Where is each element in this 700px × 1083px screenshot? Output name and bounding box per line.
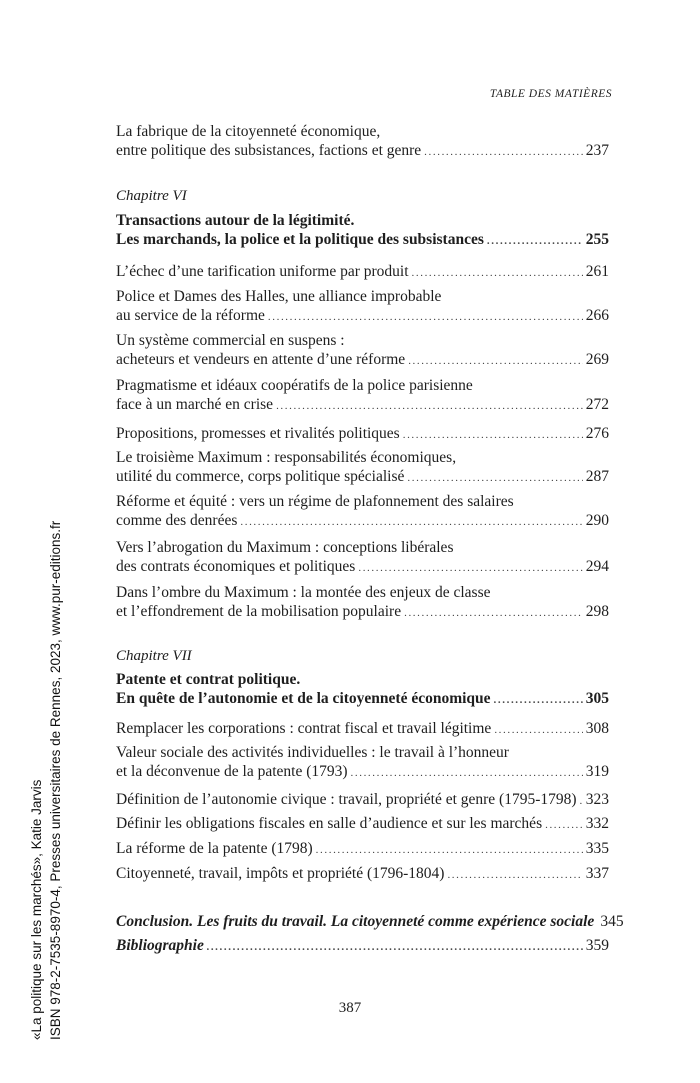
- entry-text-line1: Police et Dames des Halles, une alliance improbable: [116, 288, 442, 305]
- chapter-title-line2: Les marchands, la police et la politique des subsistances: [116, 231, 484, 248]
- entry-text-line1: Dans l’ombre du Maximum : la montée des enjeux de classe: [116, 584, 491, 601]
- dot-leader: [424, 143, 583, 162]
- dot-leader: [276, 397, 583, 416]
- entry-page-number: 272: [585, 396, 609, 413]
- entry-text-line2: entre politique des subsistances, factions et genre: [116, 142, 422, 159]
- toc-entry[interactable]: [116, 331, 609, 371]
- toc-entry[interactable]: [116, 376, 609, 416]
- entry-text-line2: et la déconvenue de la patente (1793): [116, 763, 348, 780]
- entry-page-number: 335: [585, 840, 609, 857]
- dot-leader: [358, 559, 582, 578]
- entry-text: L’échec d’une tarification uniforme par produit: [116, 263, 409, 280]
- entry-page-number: 287: [585, 468, 609, 485]
- toc-entry-bibliographie[interactable]: [116, 936, 609, 957]
- entry-text-line1: Valeur sociale des activités individuelles : le travail à l’honneur: [116, 744, 509, 761]
- toc-entry[interactable]: [116, 287, 609, 327]
- dot-leader: [404, 604, 583, 623]
- toc-entry[interactable]: [116, 424, 609, 445]
- dot-leader: [494, 691, 583, 710]
- entry-text: Définir les obligations fiscales en salle d’audience et sur les marchés: [116, 815, 543, 832]
- entry-text-line1: Le troisième Maximum : responsabilités économiques,: [116, 449, 457, 466]
- entry-page-number: 337: [585, 865, 609, 882]
- toc-entry[interactable]: [116, 814, 609, 835]
- toc-entry[interactable]: [116, 743, 609, 783]
- entry-page-number: 319: [585, 763, 609, 780]
- dot-leader: [403, 426, 583, 445]
- entry-page-number: 294: [585, 558, 609, 575]
- entry-text: Conclusion. Les fruits du travail. La citoyenneté comme expérience sociale: [116, 913, 595, 930]
- entry-page-number: 305: [585, 690, 609, 707]
- toc-entry[interactable]: [116, 790, 609, 811]
- entry-page-number: 255: [585, 231, 609, 248]
- entry-page-number: 332: [585, 815, 609, 832]
- chapter-7-label: Chapitre VII: [116, 648, 192, 664]
- toc-entry[interactable]: [116, 583, 609, 623]
- entry-text: Propositions, promesses et rivalités politiques: [116, 425, 400, 442]
- entry-page-number: 266: [585, 307, 609, 324]
- entry-text: Bibliographie: [116, 937, 204, 954]
- dot-leader: [408, 352, 583, 371]
- dot-leader: [580, 792, 583, 811]
- dot-leader: [207, 938, 583, 957]
- toc-entry[interactable]: [116, 492, 609, 532]
- entry-text: Définition de l’autonomie civique : travail, propriété et genre (1795-1798): [116, 791, 577, 808]
- entry-page-number: 237: [585, 142, 609, 159]
- dot-leader: [494, 721, 582, 740]
- toc-entry[interactable]: [116, 262, 609, 283]
- chapter-title-line1: Patente et contrat politique.: [116, 671, 301, 688]
- toc-entry[interactable]: [116, 719, 609, 740]
- dot-leader: [407, 469, 582, 488]
- chapter-7-title[interactable]: [116, 670, 609, 710]
- entry-page-number: 269: [585, 351, 609, 368]
- chapter-6-label: Chapitre VI: [116, 188, 187, 204]
- chapter-title-line2: En quête de l’autonomie et de la citoyenneté économique: [116, 690, 491, 707]
- entry-text-line1: Pragmatisme et idéaux coopératifs de la police parisienne: [116, 377, 473, 394]
- entry-text-line2: utilité du commerce, corps politique spécialisé: [116, 468, 405, 485]
- chapter-6-title[interactable]: [116, 211, 609, 251]
- entry-page-number: 298: [585, 603, 609, 620]
- entry-text: La réforme de la patente (1798): [116, 840, 313, 857]
- entry-page-number: 323: [585, 791, 609, 808]
- entry-text-line2: acheteurs et vendeurs en attente d’une réforme: [116, 351, 406, 368]
- entry-text-line1: Un système commercial en suspens :: [116, 332, 345, 349]
- entry-text-line2: face à un marché en crise: [116, 396, 274, 413]
- entry-text: Citoyenneté, travail, impôts et propriété (1796-1804): [116, 865, 445, 882]
- page-number: 387: [338, 1000, 362, 1016]
- dot-leader: [487, 232, 583, 251]
- entry-page-number: 345: [600, 913, 624, 930]
- dot-leader: [545, 816, 583, 835]
- entry-page-number: 359: [585, 937, 609, 954]
- dot-leader: [268, 308, 583, 327]
- toc-entry[interactable]: [116, 864, 609, 885]
- side-credit: [27, 521, 65, 1040]
- chapter-title-line1: Transactions autour de la légitimité.: [116, 212, 355, 229]
- running-head: TABLE DES MATIÈRES: [489, 88, 612, 100]
- entry-text-line2: des contrats économiques et politiques: [116, 558, 356, 575]
- toc-entry[interactable]: [116, 538, 609, 578]
- toc-entry-intro[interactable]: [116, 122, 609, 162]
- entry-text-line1: Vers l’abrogation du Maximum : conceptions libérales: [116, 539, 454, 556]
- toc-entry[interactable]: [116, 839, 609, 860]
- side-credit-line1: «La politique sur les marchés», Katie Jarvis: [29, 779, 44, 1040]
- dot-leader: [412, 264, 583, 283]
- dot-leader: [316, 841, 583, 860]
- entry-page-number: 261: [585, 263, 609, 280]
- entry-text: Remplacer les corporations : contrat fiscal et travail légitime: [116, 720, 492, 737]
- entry-text-line2: au service de la réforme: [116, 307, 265, 324]
- dot-leader: [240, 513, 582, 532]
- entry-page-number: 276: [585, 425, 609, 442]
- entry-text-line2: comme des denrées: [116, 512, 238, 529]
- entry-text-line1: Réforme et équité : vers un régime de plafonnement des salaires: [116, 493, 514, 510]
- toc-entry-conclusion[interactable]: [116, 912, 624, 933]
- entry-page-number: 308: [585, 720, 609, 737]
- entry-text-line2: et l’effondrement de la mobilisation populaire: [116, 603, 402, 620]
- dot-leader: [447, 866, 582, 885]
- entry-text-line1: La fabrique de la citoyenneté économique,: [116, 123, 381, 140]
- toc-entry[interactable]: [116, 448, 609, 488]
- side-credit-line2: ISBN 978-2-7535-8970-4, Presses universitaires de Rennes, 2023, www.pur-editions.fr: [48, 520, 63, 1040]
- entry-page-number: 290: [585, 512, 609, 529]
- dot-leader: [351, 764, 583, 783]
